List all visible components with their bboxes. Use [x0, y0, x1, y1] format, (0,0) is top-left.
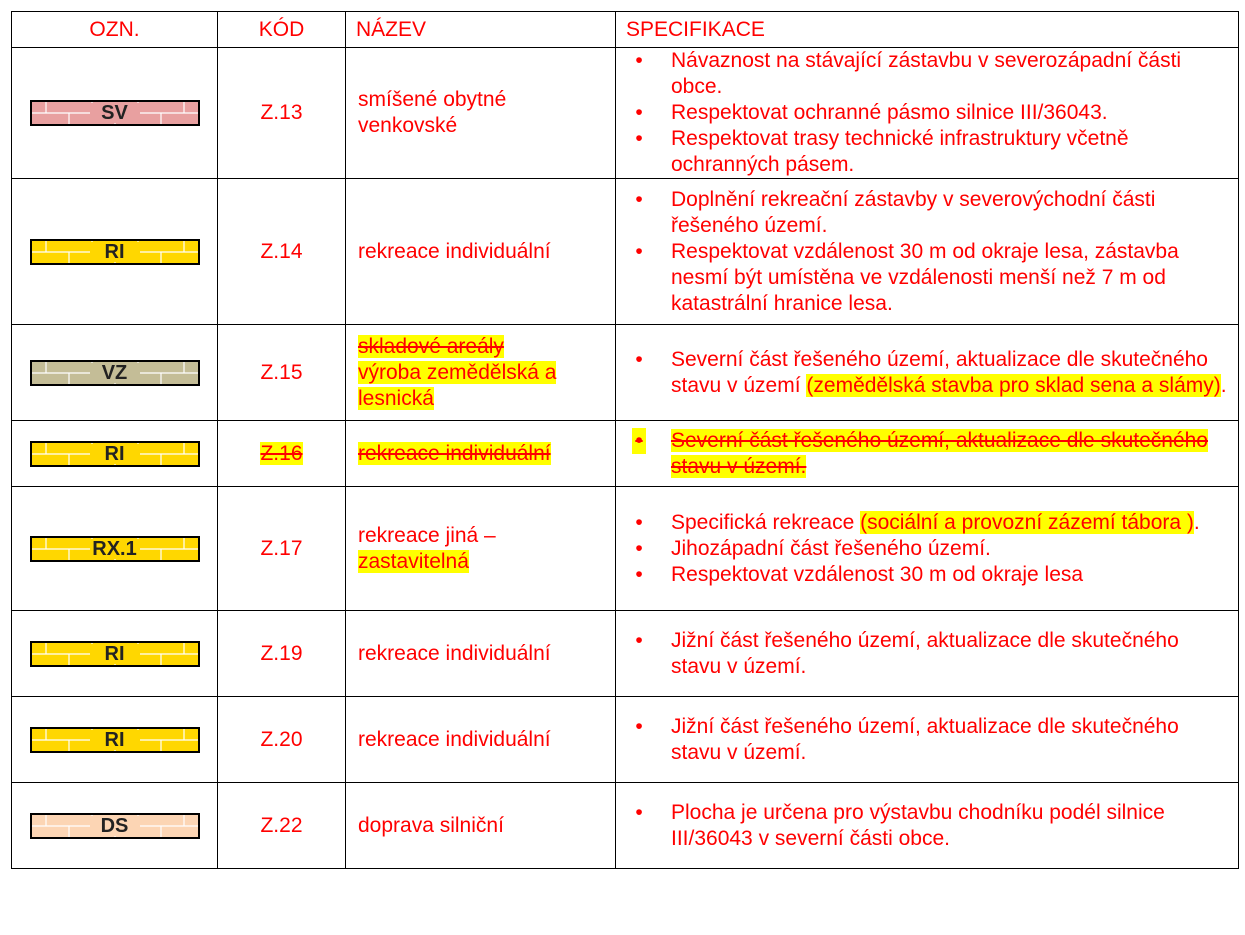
- zone-spec: [616, 421, 1239, 487]
- zone-spec: [616, 487, 1239, 611]
- zone-spec: [616, 697, 1239, 783]
- zone-code: RI: [104, 642, 125, 665]
- zone-code: RI: [104, 240, 125, 263]
- spec-item: • Plocha je určena pro výstavbu chodníku podél silnice III/36043 v severní části obce.: [624, 800, 1234, 852]
- zone-kod: Z.15: [218, 325, 346, 421]
- zone-nazev: rekreace individuální: [358, 441, 551, 465]
- zone-spec: [616, 611, 1239, 697]
- table-row: [12, 421, 1239, 487]
- zone-code: VZ: [101, 361, 128, 384]
- zone-swatch: [30, 536, 200, 562]
- spec-item: • Severní část řešeného území, aktualizace dle skutečného stavu v území (zemědělská stavba pro sklad sena a slámy).: [624, 347, 1234, 399]
- bullet-icon: •: [635, 714, 643, 738]
- table-row: [12, 783, 1239, 869]
- table-row: [12, 697, 1239, 783]
- spec-item: • Respektovat vzdálenost 30 m od okraje lesa, zástavba nesmí být umístěna ve vzdálenosti menší než 7 m od katastrální hranice lesa.: [624, 239, 1234, 317]
- bullet-icon: •: [632, 428, 646, 454]
- spec-item: • Respektovat vzdálenost 30 m od okraje lesa: [624, 562, 1234, 588]
- zone-kod: Z.22: [218, 783, 346, 869]
- zone-spec: [616, 325, 1239, 421]
- header-row: [12, 12, 1239, 48]
- nazev-highlight: výroba zemědělská a lesnická: [358, 360, 557, 410]
- bullet-icon: •: [635, 628, 643, 652]
- table-row: [12, 48, 1239, 179]
- zone-nazev: doprava silniční: [346, 783, 616, 869]
- zone-nazev: rekreace individuální: [346, 697, 616, 783]
- spec-item: • Specifická rekreace (sociální a provozní zázemí tábora ).: [624, 510, 1234, 536]
- spec-item: • Respektovat ochranné pásmo silnice III/36043.: [624, 100, 1234, 126]
- zone-kod: Z.20: [218, 697, 346, 783]
- zone-nazev: rekreace individuální: [346, 179, 616, 325]
- bullet-icon: •: [635, 347, 643, 371]
- header-ozn: OZN.: [12, 12, 218, 48]
- zone-code: RI: [104, 442, 125, 465]
- zone-nazev: smíšené obytné venkovské: [346, 48, 616, 179]
- bullet-icon: •: [635, 510, 643, 534]
- bullet-icon: •: [635, 536, 643, 560]
- bullet-icon: •: [635, 800, 643, 824]
- zone-swatch: [30, 360, 200, 386]
- nazev-highlight: zastavitelná: [358, 549, 469, 573]
- zone-code: RI: [104, 728, 125, 751]
- table-row: [12, 325, 1239, 421]
- nazev-struck: skladové areály: [358, 334, 504, 358]
- zone-spec: [616, 48, 1239, 179]
- table-row: [12, 487, 1239, 611]
- zone-kod: Z.17: [218, 487, 346, 611]
- header-kod: KÓD: [218, 12, 346, 48]
- spec-item: • Doplnění rekreační zástavby v severovýchodní části řešeného území.: [624, 187, 1234, 239]
- zone-kod: Z.13: [218, 48, 346, 179]
- spec-item: • Respektovat trasy technické infrastruktury včetně ochranných pásem.: [624, 126, 1234, 178]
- zone-swatch: [30, 100, 200, 126]
- bullet-icon: •: [635, 562, 643, 586]
- spec-highlight: (sociální a provozní zázemí tábora ): [860, 510, 1194, 534]
- table-row: [12, 611, 1239, 697]
- zone-nazev: rekreace jiná – zastavitelná: [346, 487, 616, 611]
- zone-swatch: [30, 441, 200, 467]
- zone-code: RX.1: [92, 537, 137, 560]
- bullet-icon: •: [635, 127, 643, 150]
- zone-spec: [616, 783, 1239, 869]
- zone-swatch: [30, 239, 200, 265]
- bullet-icon: •: [635, 101, 643, 124]
- bullet-icon: •: [635, 239, 643, 263]
- spec-item: • Severní část řešeného území, aktualizace dle skutečného stavu v území.: [624, 428, 1234, 480]
- zone-kod: Z.19: [218, 611, 346, 697]
- zone-nazev: rekreace individuální: [346, 611, 616, 697]
- zone-nazev: [346, 325, 616, 421]
- table-row: [12, 179, 1239, 325]
- zones-table: [11, 11, 1239, 869]
- zone-kod: Z.16: [260, 441, 303, 465]
- spec-item: • Jihozápadní část řešeného území.: [624, 536, 1234, 562]
- bullet-icon: •: [635, 187, 643, 211]
- header-nazev: NÁZEV: [346, 12, 616, 48]
- spec-highlight: (zemědělská stavba pro sklad sena a slámy): [806, 373, 1221, 397]
- spec-item: • Návaznost na stávající zástavbu v severozápadní části obce.: [624, 48, 1234, 100]
- zone-swatch: [30, 813, 200, 839]
- zone-code: SV: [101, 102, 128, 125]
- bullet-icon: •: [635, 49, 643, 72]
- header-spec: SPECIFIKACE: [616, 12, 1239, 48]
- spec-item: • Jižní část řešeného území, aktualizace dle skutečného stavu v území.: [624, 628, 1234, 680]
- zone-code: DS: [100, 814, 129, 837]
- zone-kod: Z.14: [218, 179, 346, 325]
- zone-swatch: [30, 727, 200, 753]
- spec-item: • Jižní část řešeného území, aktualizace dle skutečného stavu v území.: [624, 714, 1234, 766]
- zone-spec: [616, 179, 1239, 325]
- zone-swatch: [30, 641, 200, 667]
